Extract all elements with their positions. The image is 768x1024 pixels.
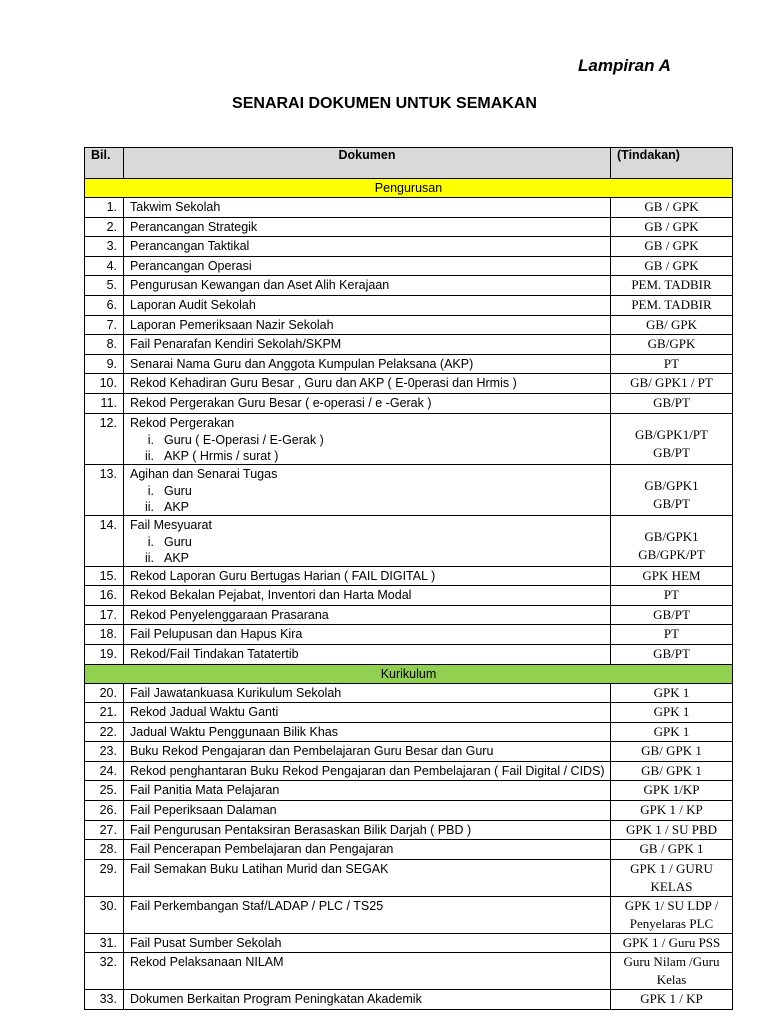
row-action: PT (611, 354, 733, 374)
row-action: GB/PT (611, 605, 733, 625)
row-action: GB/ GPK1 / PT (611, 374, 733, 394)
row-number: 25. (85, 781, 124, 801)
document-name: Pengurusan Kewangan dan Aset Alih Kerajaan (130, 278, 390, 293)
document-name: Fail Panitia Mata Pelajaran (130, 783, 280, 798)
sub-item-numeral: i. (147, 483, 154, 498)
document-name: Agihan dan Senarai Tugas (130, 466, 278, 481)
row-number: 10. (85, 374, 124, 394)
sub-item-numeral: ii. (144, 499, 154, 514)
action-line: GB/GPK1 (644, 528, 699, 544)
table-row (85, 237, 733, 257)
row-document (124, 742, 611, 762)
row-number: 29. (85, 859, 124, 896)
row-number: 9. (85, 354, 124, 374)
row-number: 8. (85, 335, 124, 355)
table-row (85, 256, 733, 276)
row-action: PEM. TADBIR (611, 295, 733, 315)
document-name: Fail Pelupusan dan Hapus Kira (130, 627, 303, 642)
table-row (85, 295, 733, 315)
row-action: GPK 1 / KP (611, 801, 733, 821)
row-number: 12. (85, 413, 124, 464)
table-row (85, 761, 733, 781)
document-name: Perancangan Strategik (130, 219, 258, 234)
row-action (611, 953, 733, 990)
row-number: 21. (85, 703, 124, 723)
row-number: 6. (85, 295, 124, 315)
row-document (124, 801, 611, 821)
row-document (124, 859, 611, 896)
row-document (124, 703, 611, 723)
row-document (124, 256, 611, 276)
row-action: GPK 1 (611, 722, 733, 742)
document-name: Laporan Pemeriksaan Nazir Sekolah (130, 317, 334, 332)
table-header-row (85, 148, 733, 179)
table-row (85, 896, 733, 933)
row-action: GPK 1 / SU PBD (611, 820, 733, 840)
row-number: 22. (85, 722, 124, 742)
row-document (124, 644, 611, 664)
table-row (85, 625, 733, 645)
row-number: 24. (85, 761, 124, 781)
action-line: KELAS (650, 878, 693, 894)
document-name: Fail Semakan Buku Latihan Murid dan SEGAK (130, 861, 389, 876)
sub-item (130, 499, 604, 515)
row-action: GB / GPK (611, 217, 733, 237)
table-row (85, 374, 733, 394)
action-line: Penyelaras PLC (629, 915, 714, 931)
action-line: Kelas (656, 972, 687, 988)
document-name: Fail Penarafan Kendiri Sekolah/SKPM (130, 337, 342, 352)
table-row (85, 335, 733, 355)
document-name: Rekod/Fail Tindakan Tatatertib (130, 646, 299, 661)
table-row (85, 703, 733, 723)
row-action: GPK 1 / KP (611, 990, 733, 1010)
action-line: GB/GPK/PT (638, 546, 705, 562)
table-row (85, 315, 733, 335)
table-row (85, 990, 733, 1010)
table-row (85, 198, 733, 218)
action-line: GB/PT (653, 495, 690, 511)
table-row (85, 464, 733, 515)
document-title: SENARAI DOKUMEN UNTUK SEMAKAN (232, 95, 537, 112)
row-document (124, 217, 611, 237)
document-name: Rekod Pergerakan Guru Besar ( e-operasi / e -Gerak ) (130, 395, 432, 410)
document-name: Rekod Kehadiran Guru Besar , Guru dan AKP ( E-0perasi dan Hrmis ) (130, 376, 517, 391)
row-number: 30. (85, 896, 124, 933)
header-dokumen: Dokumen (124, 148, 611, 179)
row-number: 15. (85, 566, 124, 586)
row-number: 20. (85, 683, 124, 703)
row-action: GB/ GPK 1 (611, 742, 733, 762)
row-number: 11. (85, 393, 124, 413)
document-name: Rekod Jadual Waktu Ganti (130, 705, 279, 720)
table-row (85, 742, 733, 762)
sub-item (130, 550, 604, 566)
table-row (85, 644, 733, 664)
row-action: GB / GPK 1 (611, 840, 733, 860)
table-row (85, 820, 733, 840)
row-number: 1. (85, 198, 124, 218)
document-name: Perancangan Operasi (130, 258, 252, 273)
row-number: 23. (85, 742, 124, 762)
row-action: GPK 1 (611, 703, 733, 723)
row-number: 3. (85, 237, 124, 257)
row-document (124, 781, 611, 801)
row-number: 26. (85, 801, 124, 821)
row-number: 31. (85, 933, 124, 953)
document-name: Rekod Penyelenggaraan Prasarana (130, 607, 329, 622)
row-action: PT (611, 586, 733, 606)
row-action: GB/ GPK 1 (611, 761, 733, 781)
document-name: Jadual Waktu Penggunaan Bilik Khas (130, 724, 339, 739)
table-row (85, 953, 733, 990)
row-action: GPK 1 (611, 683, 733, 703)
action-line: GPK 1 / GURU (630, 860, 713, 876)
table-row (85, 566, 733, 586)
sub-item (130, 432, 604, 448)
section-title: Pengurusan (85, 179, 733, 198)
row-action (611, 896, 733, 933)
row-number: 33. (85, 990, 124, 1010)
row-number: 19. (85, 644, 124, 664)
row-number: 16. (85, 586, 124, 606)
table-row (85, 840, 733, 860)
table-row (85, 933, 733, 953)
table-row (85, 276, 733, 296)
document-name: Buku Rekod Pengajaran dan Pembelajaran Guru Besar dan Guru (130, 744, 494, 759)
table-row (85, 781, 733, 801)
row-action (611, 413, 733, 464)
row-document (124, 335, 611, 355)
row-document (124, 683, 611, 703)
sub-item-text: AKP (164, 550, 190, 565)
document-name: Rekod Pergerakan (130, 415, 235, 430)
sub-item-numeral: i. (147, 432, 154, 447)
row-document (124, 354, 611, 374)
sub-item (130, 448, 604, 464)
sub-item-text: Guru (164, 534, 192, 549)
section-title: Kurikulum (85, 664, 733, 683)
row-document (124, 820, 611, 840)
row-action (611, 515, 733, 566)
document-name: Fail Peperiksaan Dalaman (130, 803, 277, 818)
row-document (124, 990, 611, 1010)
row-document (124, 237, 611, 257)
sub-item (130, 534, 604, 550)
row-number: 17. (85, 605, 124, 625)
row-action: PT (611, 625, 733, 645)
row-action: GB/ GPK (611, 315, 733, 335)
row-action: GPK 1/KP (611, 781, 733, 801)
sub-item-text: Guru ( E-Operasi / E-Gerak ) (164, 432, 324, 447)
row-document (124, 374, 611, 394)
row-document (124, 276, 611, 296)
document-name: Rekod Laporan Guru Bertugas Harian ( FAIL DIGITAL ) (130, 568, 436, 583)
table-row (85, 683, 733, 703)
row-number: 18. (85, 625, 124, 645)
row-action: GB / GPK (611, 198, 733, 218)
sub-item-text: AKP (164, 499, 190, 514)
row-document (124, 586, 611, 606)
document-name: Fail Pusat Sumber Sekolah (130, 935, 282, 950)
document-name: Dokumen Berkaitan Program Peningkatan Akademik (130, 992, 422, 1007)
table-row (85, 393, 733, 413)
row-number: 4. (85, 256, 124, 276)
table-row (85, 722, 733, 742)
row-number: 32. (85, 953, 124, 990)
table-row (85, 859, 733, 896)
action-line: GB/PT (653, 444, 690, 460)
row-action: GB / GPK (611, 256, 733, 276)
row-document (124, 761, 611, 781)
table-row (85, 217, 733, 237)
table-row (85, 586, 733, 606)
row-number: 5. (85, 276, 124, 296)
row-document (124, 295, 611, 315)
row-document (124, 896, 611, 933)
action-line: GB/GPK1 (644, 477, 699, 493)
row-document (124, 722, 611, 742)
sub-item-numeral: ii. (144, 550, 154, 565)
sub-item-numeral: ii. (144, 448, 154, 463)
table-row (85, 354, 733, 374)
row-number: 27. (85, 820, 124, 840)
row-action (611, 859, 733, 896)
row-document (124, 393, 611, 413)
row-document (124, 566, 611, 586)
section-row (85, 664, 733, 683)
row-document (124, 953, 611, 990)
row-action: GB/PT (611, 644, 733, 664)
table-row (85, 515, 733, 566)
row-document (124, 413, 611, 464)
document-name: Laporan Audit Sekolah (130, 297, 256, 312)
row-document (124, 515, 611, 566)
row-number: 2. (85, 217, 124, 237)
row-action: GB / GPK (611, 237, 733, 257)
row-number: 28. (85, 840, 124, 860)
document-name: Perancangan Taktikal (130, 239, 250, 254)
row-action: GB/PT (611, 393, 733, 413)
sub-item-text: AKP ( Hrmis / surat ) (164, 448, 279, 463)
document-name: Rekod Pelaksanaan NILAM (130, 955, 284, 970)
row-document (124, 933, 611, 953)
row-number: 14. (85, 515, 124, 566)
header-bil: Bil. (85, 148, 124, 179)
document-name: Senarai Nama Guru dan Anggota Kumpulan Pelaksana (AKP) (130, 356, 474, 371)
row-action: GPK 1 / Guru PSS (611, 933, 733, 953)
action-line: GPK 1/ SU LDP / (624, 897, 719, 913)
row-document (124, 625, 611, 645)
document-name: Rekod Bekalan Pejabat, Inventori dan Harta Modal (130, 588, 412, 603)
section-row (85, 179, 733, 198)
action-line: Guru Nilam /Guru (623, 954, 720, 970)
document-name: Fail Pencerapan Pembelajaran dan Pengajaran (130, 842, 394, 857)
row-number: 7. (85, 315, 124, 335)
row-action: PEM. TADBIR (611, 276, 733, 296)
row-action: GB/GPK (611, 335, 733, 355)
document-name: Fail Jawatankuasa Kurikulum Sekolah (130, 685, 342, 700)
row-document (124, 840, 611, 860)
row-number: 13. (85, 464, 124, 515)
sub-item-text: Guru (164, 483, 192, 498)
document-name: Fail Perkembangan Staf/LADAP / PLC / TS25 (130, 898, 384, 913)
document-name: Fail Pengurusan Pentaksiran Berasaskan Bilik Darjah ( PBD ) (130, 822, 472, 837)
table-row (85, 605, 733, 625)
row-action (611, 464, 733, 515)
row-action: GPK HEM (611, 566, 733, 586)
row-document (124, 198, 611, 218)
table-row (85, 413, 733, 464)
row-document (124, 605, 611, 625)
document-name: Takwim Sekolah (130, 200, 221, 214)
appendix-label: Lampiran A (578, 56, 671, 75)
sub-item (130, 483, 604, 499)
document-name: Rekod penghantaran Buku Rekod Pengajaran dan Pembelajaran ( Fail Digital / CIDS) (130, 763, 605, 778)
row-document (124, 315, 611, 335)
document-name: Fail Mesyuarat (130, 517, 212, 532)
header-tindakan: (Tindakan) (611, 148, 733, 179)
row-document (124, 464, 611, 515)
action-line: GB/GPK1/PT (635, 426, 708, 442)
sub-item-numeral: i. (147, 534, 154, 549)
table-row (85, 801, 733, 821)
document-checklist-table (84, 147, 733, 1010)
